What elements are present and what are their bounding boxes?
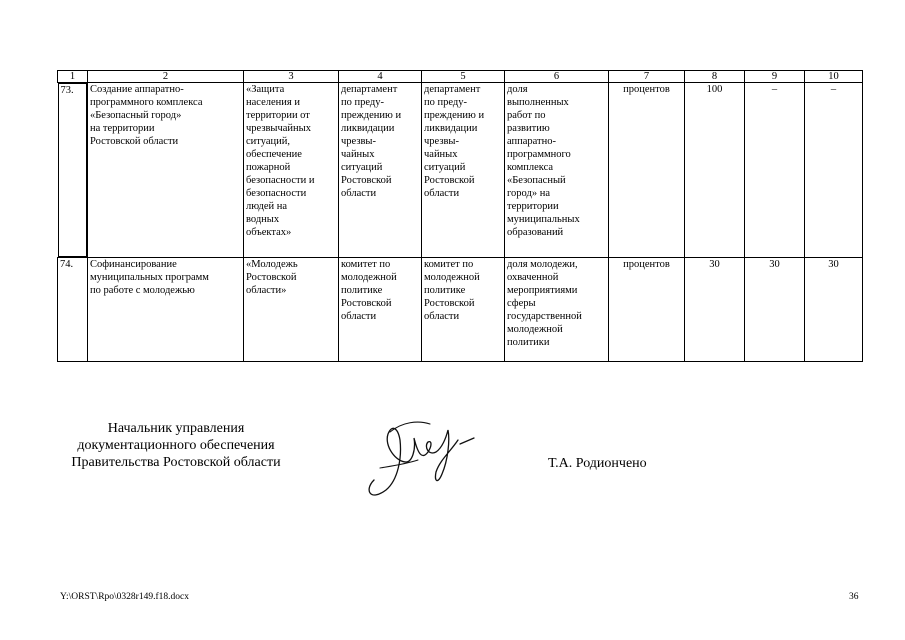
executor: департамент по преду- преждению и ликвидации чрезвы- чайных ситуаций Ростовской области <box>341 84 402 199</box>
column-header: 10 <box>805 71 863 83</box>
value-col8: 30 <box>685 258 745 362</box>
signatory-title <box>57 420 295 471</box>
signatory-title-line: Правительства Ростовской области <box>71 455 281 470</box>
value-col8: 100 <box>685 83 745 258</box>
value-col9: – <box>745 83 805 258</box>
row-number: 74. <box>58 258 88 362</box>
unit: процентов <box>609 83 685 258</box>
program-name: «Молодежь Ростовской области» <box>246 259 298 296</box>
page-number: 36 <box>849 592 859 602</box>
signatory-title-line: документационного обеспечения <box>77 438 275 453</box>
indicator: доля молодежи, охваченной мероприятиями сферы государственной молодежной политики <box>507 259 582 348</box>
table-row <box>58 258 863 362</box>
coexecutor: комитет по молодежной политике Ростовской области <box>424 259 480 322</box>
measure-name: Софинансирование муниципальных программ по работе с молодежью <box>90 259 209 296</box>
column-header: 6 <box>505 71 609 83</box>
column-header: 4 <box>339 71 422 83</box>
signer-name: Т.А. Родиончено <box>548 456 647 471</box>
row-number: 73. <box>58 83 88 257</box>
value-col9: 30 <box>745 258 805 362</box>
file-path: Y:\ORST\Rpo\0328r149.f18.docx <box>60 592 189 602</box>
value-col10: 30 <box>805 258 863 362</box>
program-name: «Защита населения и территории от чрезвычайных ситуаций, обеспечение пожарной безопасности и безопасности людей на водных объектах» <box>246 84 315 238</box>
indicator: доля выполненных работ по развитию аппаратно- программного комплекса «Безопасный город» на территории муниципальных образований <box>507 84 580 238</box>
column-header: 3 <box>244 71 339 83</box>
unit: процентов <box>609 258 685 362</box>
measure-name: Создание аппаратно- программного комплекса «Безопасный город» на территории Ростовской области <box>90 84 203 147</box>
signatory-title-line: Начальник управления <box>107 421 245 436</box>
column-header: 1 <box>58 71 88 83</box>
handwritten-signature <box>362 410 482 500</box>
value-col10: – <box>805 83 863 258</box>
column-header: 5 <box>422 71 505 83</box>
table-row <box>58 83 863 258</box>
indicators-table <box>57 70 863 362</box>
column-header: 2 <box>88 71 244 83</box>
coexecutor: департамент по преду- преждению и ликвидации чрезвы- чайных ситуаций Ростовской области <box>424 84 485 199</box>
table-header-row <box>58 71 863 83</box>
column-header: 9 <box>745 71 805 83</box>
column-header: 8 <box>685 71 745 83</box>
column-header: 7 <box>609 71 685 83</box>
executor: комитет по молодежной политике Ростовской области <box>341 259 397 322</box>
